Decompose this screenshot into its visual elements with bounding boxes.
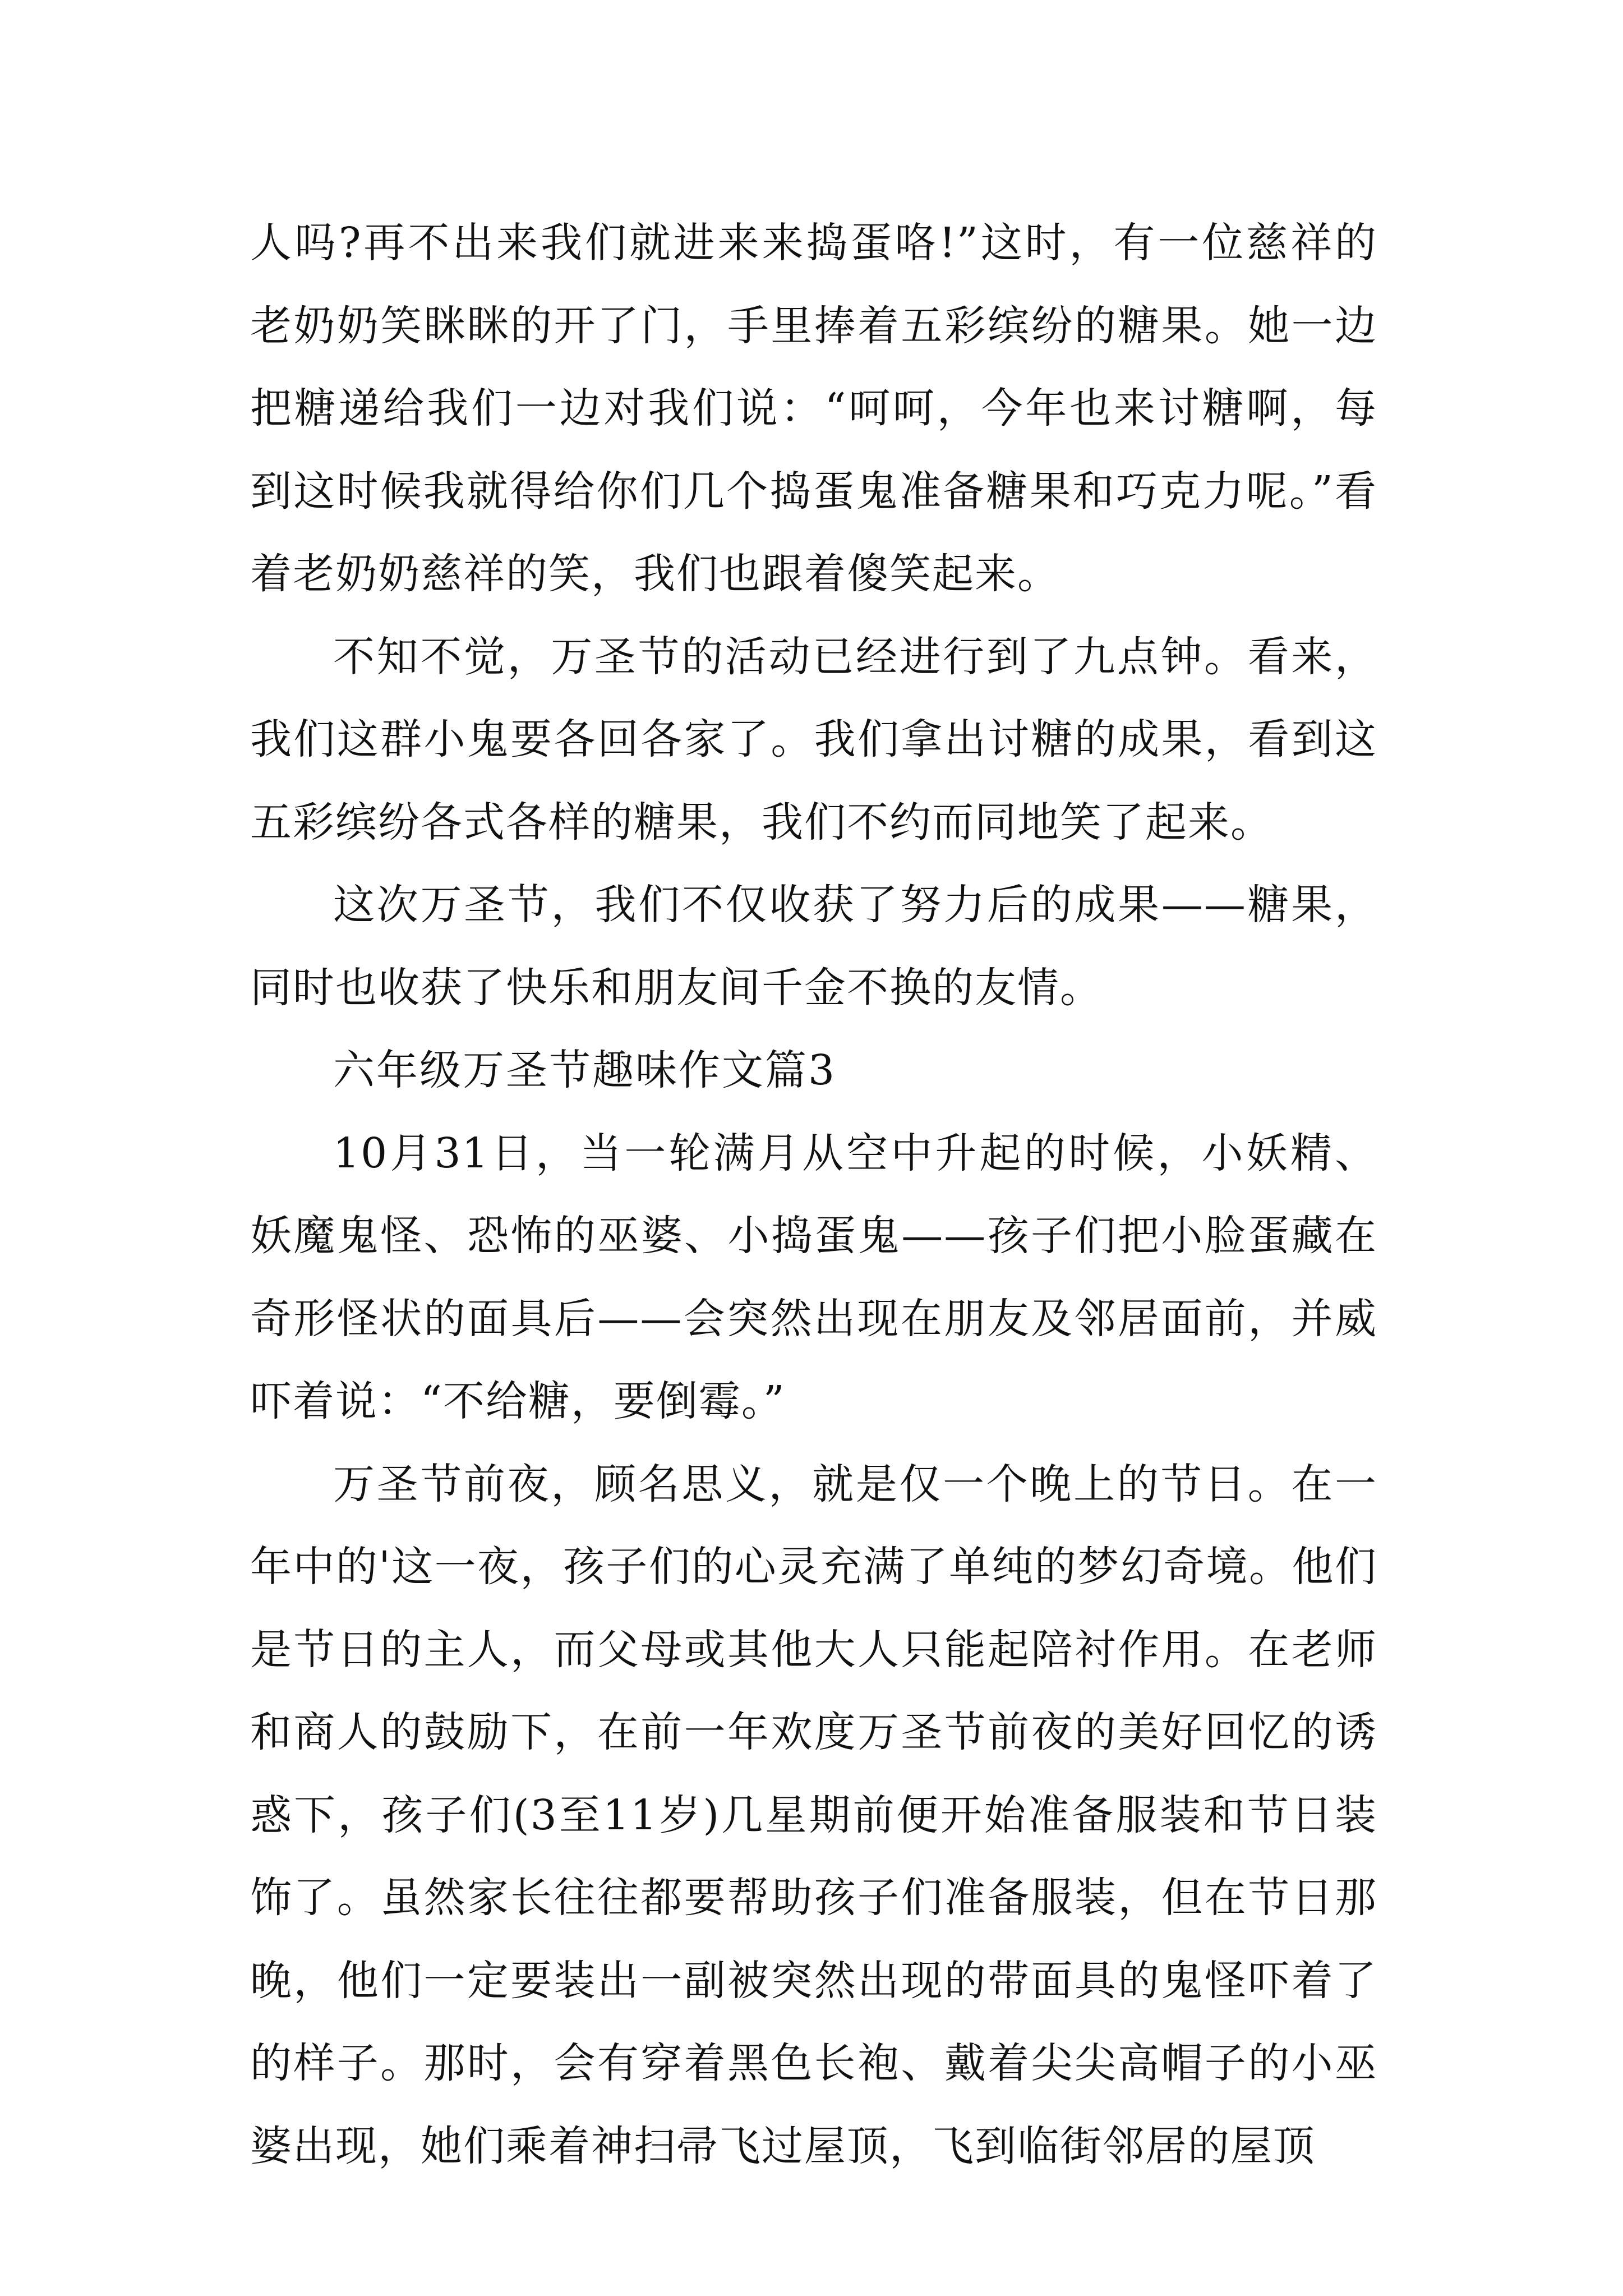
paragraph-harvest: 这次万圣节，我们不仅收获了努力后的成果——糖果，同时也收获了快乐和朋友间千金不换的友情。 [250, 881, 1377, 1012]
paragraph-halloween-eve: 万圣节前夜，顾名思义，就是仅一个晚上的节日。在一年中的'这一夜，孩子们的心灵充满了单纯的梦幻奇境。他们是节日的主人，而父母或其他大人只能起陪衬作用。在老师和商人的鼓励下，在前一年欢度万圣节前夜的美好回忆的诱惑下，孩子们(3至11岁)几星期前便开始准备服装和节日装饰了。虽然家长往往都要帮助孩子们准备服装，但在节日那晚，他们一定要装出一副被突然出现的带面具的鬼怪吓着了的样子。那时，会有穿着黑色长袍、戴着尖尖高帽子的小巫婆出现，她们乘着神扫帚飞过屋顶，飞到临街邻居的屋顶 [250, 1460, 1377, 2170]
paragraph-october-31: 10月31日，当一轮满月从空中升起的时候，小妖精、妖魔鬼怪、恐怖的巫婆、小捣蛋鬼——孩子们把小脸蛋藏在奇形怪状的面具后——会突然出现在朋友及邻居面前，并威吓着说：“不给糖，要倒霉。” [250, 1129, 1377, 1425]
paragraph-continuation: 人吗?再不出来我们就进来来捣蛋咯!”这时，有一位慈祥的老奶奶笑眯眯的开了门，手里捧着五彩缤纷的糖果。她一边把糖递给我们一边对我们说：“呵呵，今年也来讨糖啊，每到这时候我就得给你们几个捣蛋鬼准备糖果和巧克力呢。”看着老奶奶慈祥的笑，我们也跟着傻笑起来。 [250, 219, 1377, 598]
document-body [250, 202, 1377, 2188]
section-heading: 六年级万圣节趣味作文篇3 [333, 1046, 837, 1094]
paragraph-nine-oclock: 不知不觉，万圣节的活动已经进行到了九点钟。看来，我们这群小鬼要各回各家了。我们拿出讨糖的成果，看到这五彩缤纷各式各样的糖果，我们不约而同地笑了起来。 [250, 632, 1377, 846]
